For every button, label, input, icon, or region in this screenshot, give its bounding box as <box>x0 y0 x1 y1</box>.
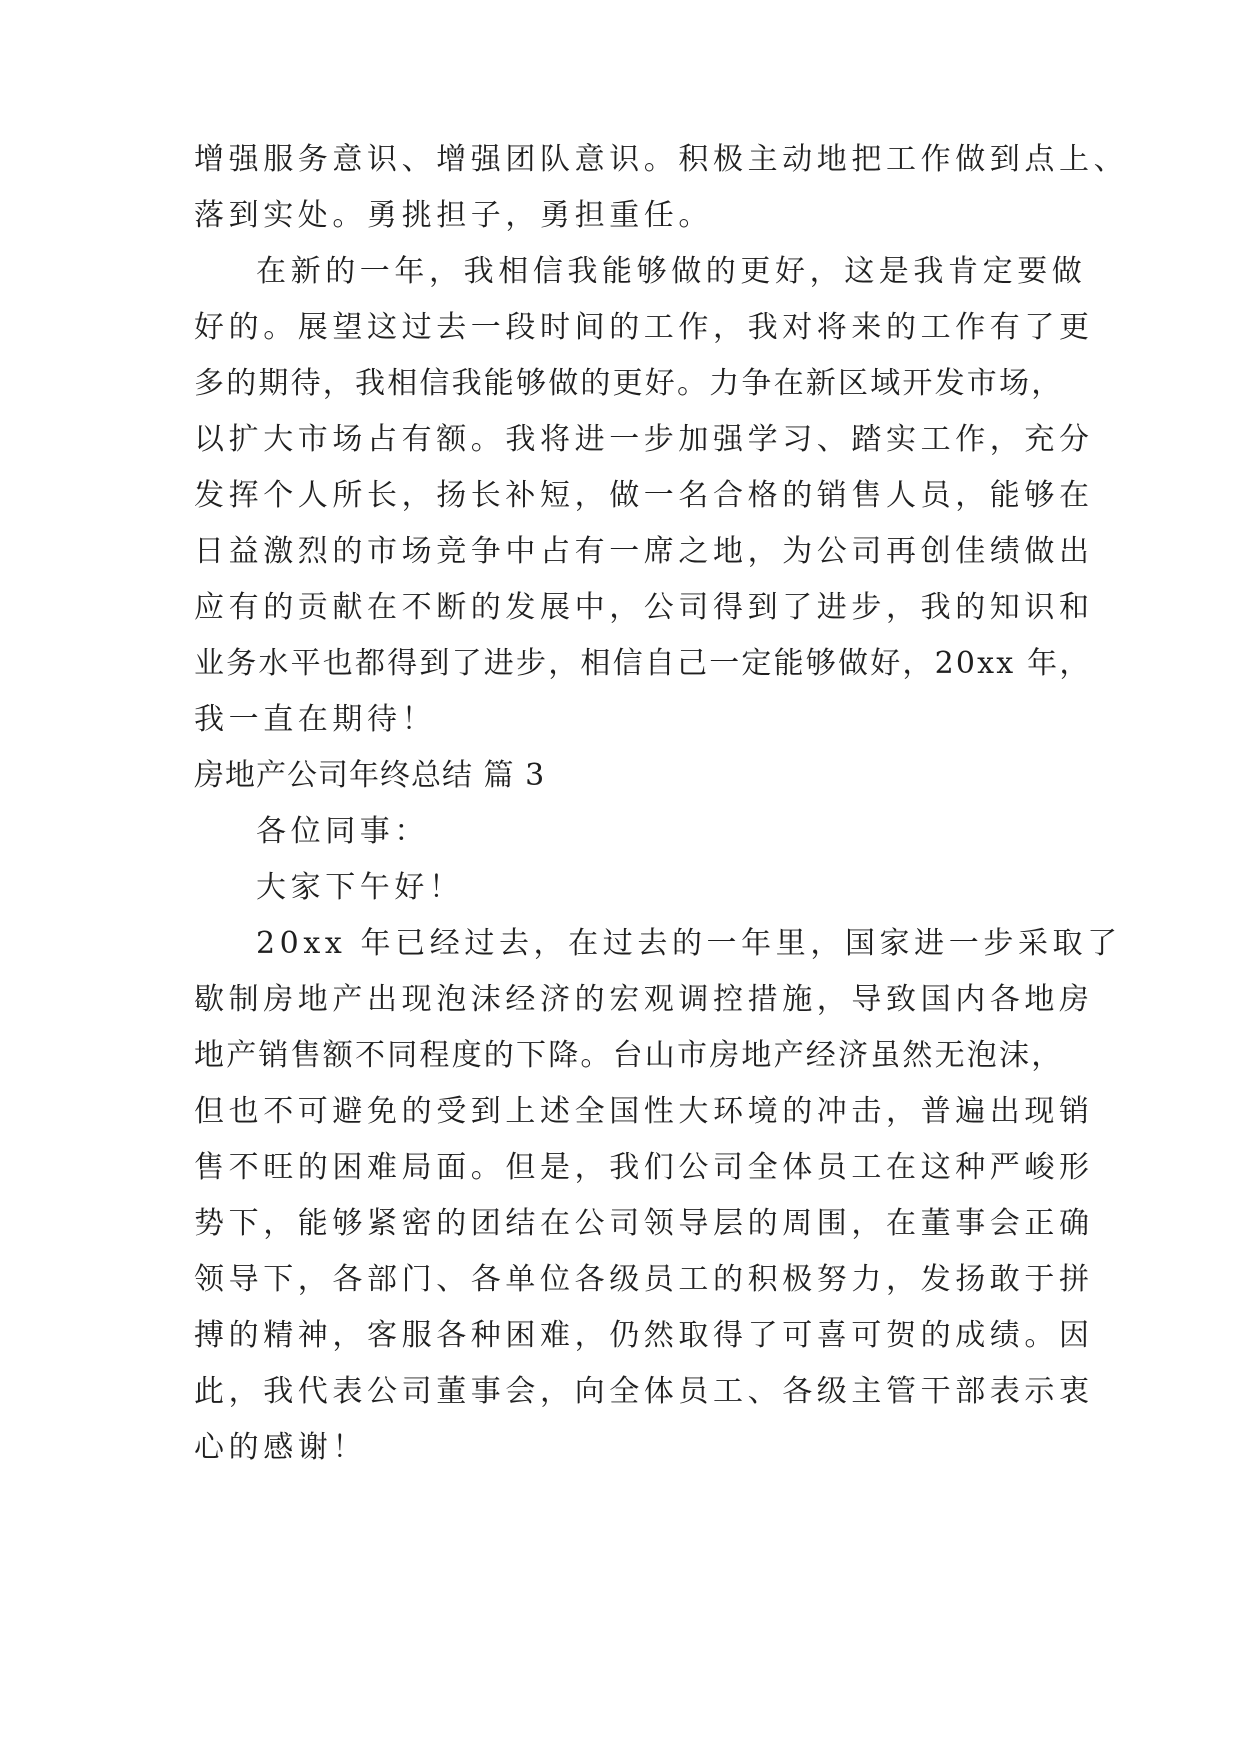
paragraph-line: 势下，能够紧密的团结在公司领导层的周围，在董事会正确 <box>194 1206 1094 1241</box>
paragraph-line: 领导下，各部门、各单位各级员工的积极努力，发扬敢于拼 <box>194 1262 1094 1297</box>
paragraph-line: 但也不可避免的受到上述全国性大环境的冲击，普遍出现销 <box>194 1094 1094 1129</box>
paragraph-line: 在新的一年，我相信我能够做的更好，这是我肯定要做 <box>256 254 1087 289</box>
paragraph-line: 发挥个人所长，扬长补短，做一名合格的销售人员，能够在 <box>194 478 1094 513</box>
section-title: 房地产公司年终总结 篇 3 <box>194 758 546 793</box>
paragraph-line: 多的期待，我相信我能够做的更好。力争在新区域开发市场， <box>194 366 1064 401</box>
greeting-line: 大家下午好！ <box>256 870 464 905</box>
paragraph-line: 售不旺的困难局面。但是，我们公司全体员工在这种严峻形 <box>194 1150 1094 1185</box>
paragraph-line: 应有的贡献在不断的发展中，公司得到了进步，我的知识和 <box>194 590 1094 625</box>
paragraph-line: 日益激烈的市场竞争中占有一席之地，为公司再创佳绩做出 <box>194 534 1094 569</box>
paragraph-line: 好的。展望这过去一段时间的工作，我对将来的工作有了更 <box>194 310 1094 345</box>
paragraph-line: 心的感谢！ <box>194 1430 367 1465</box>
paragraph-line: 歇制房地产出现泡沫经济的宏观调控措施，导致国内各地房 <box>194 982 1094 1017</box>
paragraph-line: 搏的精神，客服各种困难，仍然取得了可喜可贺的成绩。因 <box>194 1318 1094 1353</box>
paragraph-line: 业务水平也都得到了进步，相信自己一定能够做好，20xx 年， <box>194 646 1092 681</box>
paragraph-line: 落到实处。勇挑担子，勇担重任。 <box>194 198 713 233</box>
paragraph-line: 以扩大市场占有额。我将进一步加强学习、踏实工作，充分 <box>194 422 1094 457</box>
paragraph-line: 此，我代表公司董事会，向全体员工、各级主管干部表示衷 <box>194 1374 1094 1409</box>
paragraph-line: 增强服务意识、增强团队意识。积极主动地把工作做到点上、 <box>194 142 1129 177</box>
paragraph-line: 地产销售额不同程度的下降。台山市房地产经济虽然无泡沫， <box>194 1038 1064 1073</box>
paragraph-line: 我一直在期待！ <box>194 702 437 737</box>
salutation-line: 各位同事： <box>256 814 429 849</box>
paragraph-line: 20xx 年已经过去，在过去的一年里，国家进一步采取了 <box>256 926 1122 961</box>
